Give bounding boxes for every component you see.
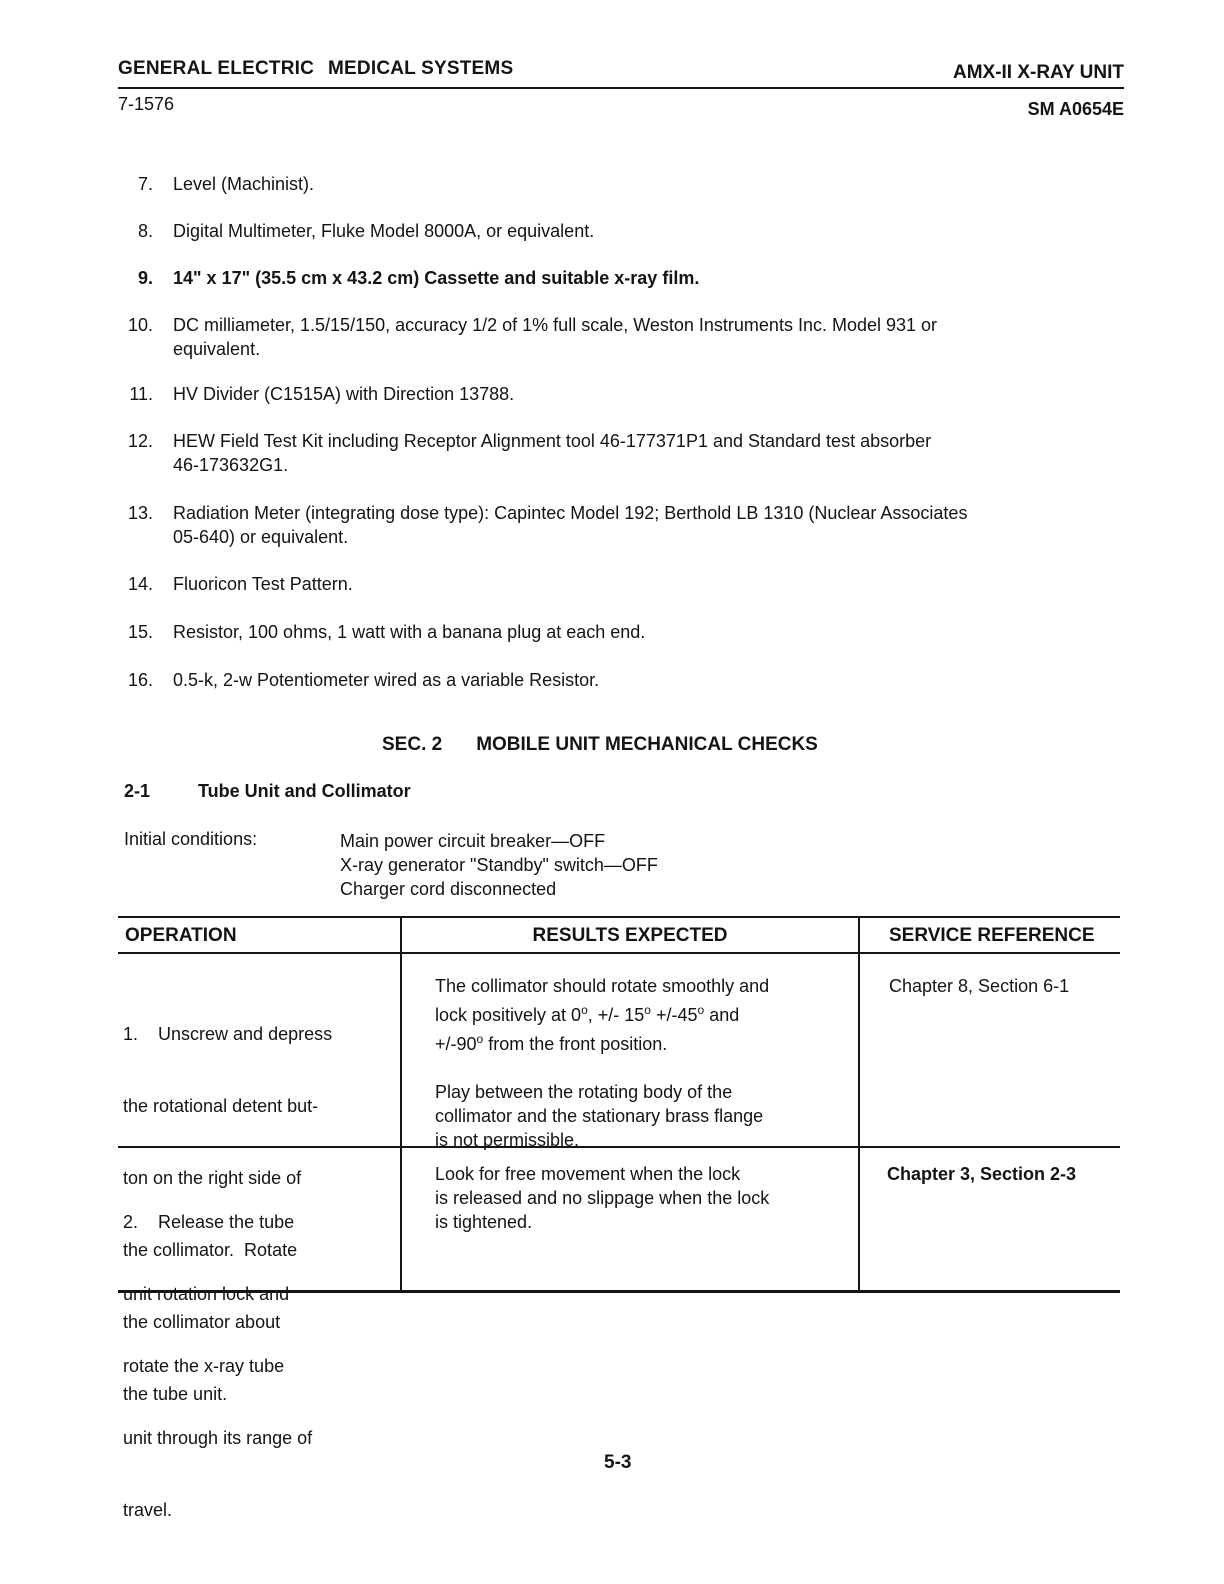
table-row-1-result bbox=[435, 974, 855, 1152]
result-line: The collimator should rotate smoothly and bbox=[435, 976, 770, 996]
result-text: from the front position. bbox=[483, 1034, 668, 1054]
manual-number: SM A0654E bbox=[1027, 99, 1124, 119]
operation-line: rotate the x-ray tube bbox=[123, 1356, 285, 1376]
initial-condition: Charger cord disconnected bbox=[340, 879, 557, 899]
table-column-divider bbox=[858, 916, 860, 1292]
section-title: MOBILE UNIT MECHANICAL CHECKS bbox=[476, 734, 818, 755]
operation-line: the tube unit. bbox=[123, 1384, 228, 1404]
list-item-text: HEW Field Test Kit including Receptor Alignment tool 46-177371P1 and Standard test absorber bbox=[173, 431, 932, 451]
result-line: collimator and the stationary brass flange bbox=[435, 1106, 764, 1126]
list-item-number: 9. bbox=[137, 268, 153, 288]
list-item-number: 7. bbox=[137, 174, 153, 194]
list-item-text: 14" x 17" (35.5 cm x 43.2 cm) Cassette and suitable x-ray film. bbox=[173, 268, 700, 288]
subsection-heading bbox=[124, 781, 411, 802]
operation-line: unit through its range of bbox=[123, 1428, 313, 1448]
operation-line: ton on the right side of bbox=[123, 1168, 302, 1188]
section-heading bbox=[382, 734, 818, 756]
company-name bbox=[118, 58, 513, 80]
document-number: 7-1576 bbox=[118, 94, 175, 114]
list-item-number: 15. bbox=[127, 622, 153, 642]
list-item-text: DC milliameter, 1.5/15/150, accuracy 1/2 of 1% full scale, Weston Instruments Inc. Model 931 or bbox=[173, 315, 938, 335]
result-line bbox=[435, 998, 855, 1027]
section-label: SEC. 2 bbox=[382, 734, 443, 755]
result-line: Play between the rotating body of the bbox=[435, 1082, 733, 1102]
initial-condition: Main power circuit breaker—OFF bbox=[340, 831, 606, 851]
product-name: AMX-II X-RAY UNIT bbox=[952, 62, 1124, 83]
result-text: +/-45 bbox=[650, 1005, 698, 1025]
list-item-text: Digital Multimeter, Fluke Model 8000A, or equivalent. bbox=[173, 221, 595, 241]
table-row-2-reference: Chapter 3, Section 2-3 bbox=[887, 1164, 1077, 1184]
result-text: , +/- 15 bbox=[587, 1005, 645, 1025]
list-item-number: 14. bbox=[127, 574, 153, 594]
table-top-rule bbox=[118, 916, 1120, 918]
degree-mark: o bbox=[697, 1003, 705, 1017]
degree-mark: o bbox=[581, 1003, 588, 1017]
page-number: 5-3 bbox=[604, 1452, 632, 1473]
initial-condition: X-ray generator "Standby" switch—OFF bbox=[340, 855, 658, 875]
column-header-results: RESULTS EXPECTED bbox=[532, 925, 728, 946]
result-line: is released and no slippage when the lock bbox=[435, 1188, 770, 1208]
operation-line: 2. Release the tube bbox=[123, 1212, 295, 1232]
result-line: Look for free movement when the lock bbox=[435, 1164, 741, 1184]
list-item-number: 12. bbox=[127, 431, 153, 451]
list-item-text: 46-173632G1. bbox=[173, 455, 289, 475]
operation-line: the collimator. Rotate bbox=[123, 1240, 298, 1260]
table-row-2-result bbox=[435, 1162, 855, 1234]
operation-line: the collimator about bbox=[123, 1312, 281, 1332]
subsection-number: 2-1 bbox=[124, 781, 151, 801]
company-name-bold: GENERAL ELECTRIC bbox=[118, 58, 315, 79]
column-header-reference: SERVICE REFERENCE bbox=[889, 925, 1095, 946]
operation-line: the rotational detent but- bbox=[123, 1096, 319, 1116]
list-item-text: Resistor, 100 ohms, 1 watt with a banana plug at each end. bbox=[173, 622, 646, 642]
degree-mark: o bbox=[644, 1003, 651, 1017]
list-item-number: 8. bbox=[137, 221, 153, 241]
result-text: and bbox=[704, 1005, 740, 1025]
result-text: lock positively at 0 bbox=[435, 1005, 582, 1025]
list-item-text: Fluoricon Test Pattern. bbox=[173, 574, 353, 594]
operation-line: travel. bbox=[123, 1500, 173, 1520]
list-item-number: 16. bbox=[127, 670, 153, 690]
operation-line: unit rotation lock and bbox=[123, 1284, 290, 1304]
company-division: MEDICAL SYSTEMS bbox=[328, 58, 514, 79]
list-item-number: 11. bbox=[129, 384, 153, 404]
list-item-text: HV Divider (C1515A) with Direction 13788. bbox=[173, 384, 515, 404]
result-line: is tightened. bbox=[435, 1212, 533, 1232]
initial-conditions-list bbox=[340, 829, 658, 901]
column-header-operation: OPERATION bbox=[125, 925, 237, 946]
operation-line: 1. Unscrew and depress bbox=[123, 1024, 333, 1044]
list-item-number: 13. bbox=[127, 503, 153, 523]
list-item-text: 0.5-k, 2-w Potentiometer wired as a variable Resistor. bbox=[173, 670, 600, 690]
degree-mark: o bbox=[476, 1032, 484, 1046]
initial-conditions-label: Initial conditions: bbox=[124, 829, 258, 849]
result-line: is not permissible. bbox=[435, 1130, 580, 1150]
result-text: +/-90 bbox=[435, 1034, 477, 1054]
subsection-title: Tube Unit and Collimator bbox=[198, 781, 411, 801]
table-column-divider bbox=[400, 916, 402, 1292]
list-item-text: equivalent. bbox=[173, 339, 261, 359]
table-row-1-reference: Chapter 8, Section 6-1 bbox=[889, 976, 1070, 996]
list-item-text: Radiation Meter (integrating dose type): Capintec Model 192; Berthold LB 1310 (Nuclear Associates bbox=[173, 503, 968, 523]
list-item-text: 05-640) or equivalent. bbox=[173, 527, 349, 547]
result-line bbox=[435, 1027, 855, 1056]
table-header-rule bbox=[118, 952, 1120, 954]
list-item-text: Level (Machinist). bbox=[173, 174, 315, 194]
table-row-2-operation bbox=[123, 1162, 312, 1570]
header-rule bbox=[118, 87, 1124, 89]
list-item-number: 10. bbox=[127, 315, 153, 335]
